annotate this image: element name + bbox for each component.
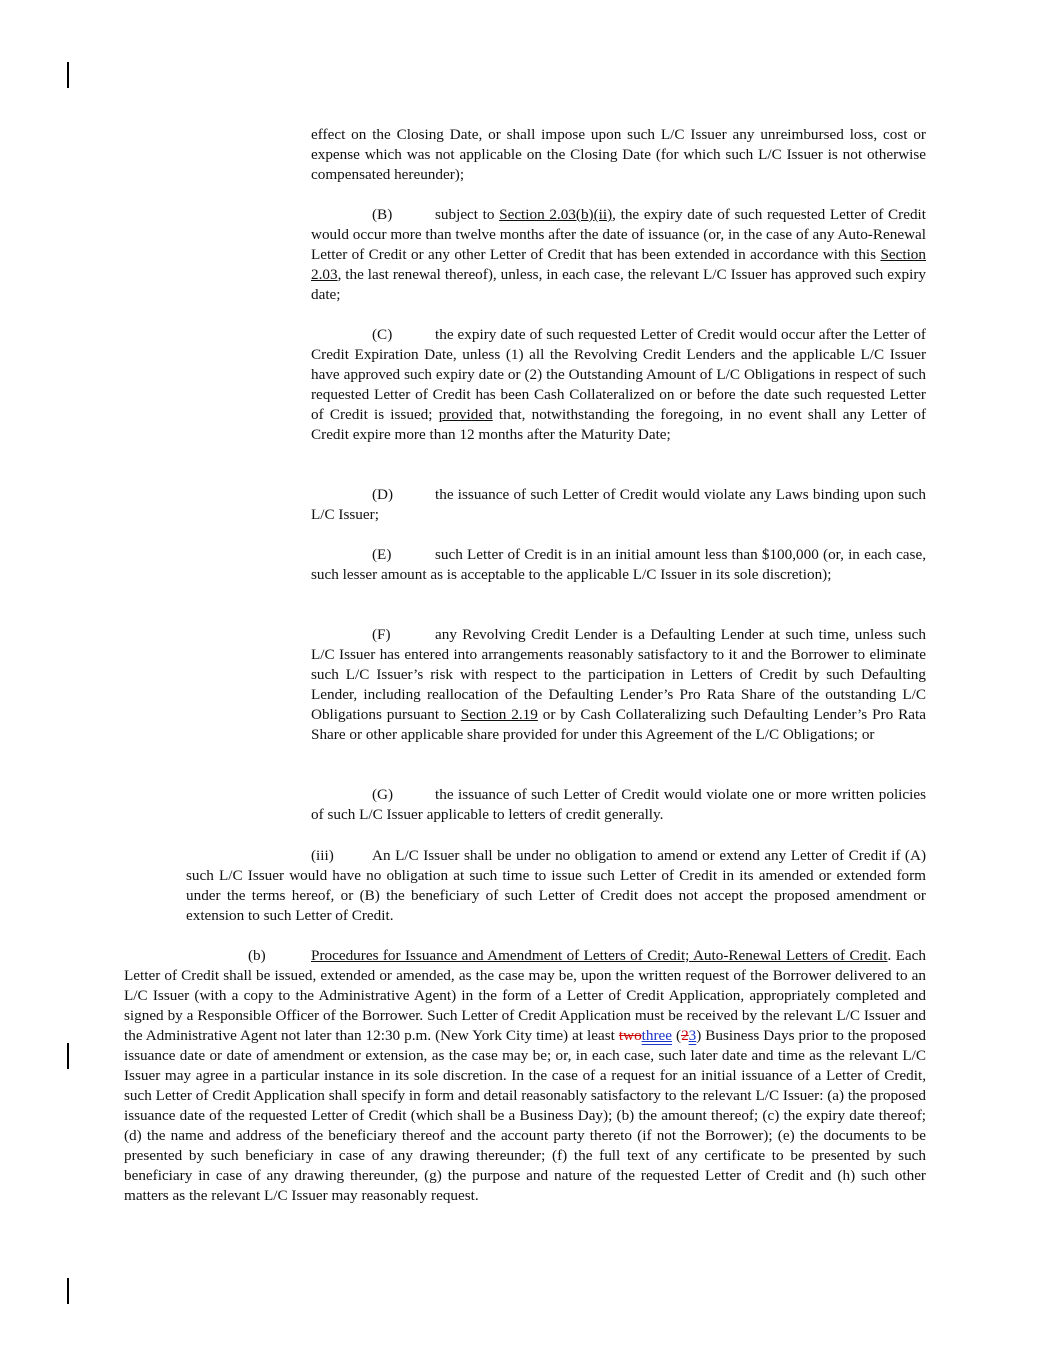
paragraph-label: (G) — [372, 786, 394, 803]
paragraph-text: such Letter of Credit is in an initial amount less than $100,000 (or, in each case, such lesser amount as is acceptable to the applicable L/C Issuer in its sole discretion); — [311, 546, 926, 583]
paragraph-b — [124, 946, 926, 1206]
paragraph-text: , the expiry date of such requested Letter of Credit would occur more than twelve months after the date of issuance (or, in the case of any Auto-Renewal Letter of Credit or any other Letter of Credit that has been extended in accordance with this — [311, 206, 926, 263]
paragraph-label: (F) — [372, 626, 391, 643]
paragraph-label: (B) — [372, 206, 393, 223]
deleted-text: two — [618, 1027, 642, 1044]
paragraph-E — [311, 545, 926, 585]
provided-term: provided — [438, 406, 493, 423]
paragraph-label: (E) — [372, 546, 392, 563]
paragraph-text: the issuance of such Letter of Credit would violate any Laws binding upon such L/C Issuer; — [311, 486, 926, 523]
paragraph-B — [311, 205, 926, 305]
paragraph-text: the issuance of such Letter of Credit would violate one or more written policies of such L/C Issuer applicable to letters of credit generally. — [311, 786, 926, 823]
paragraph-text: ) Business Days prior to the proposed issuance date or date of amendment or extension, as the case may be; or, in each case, such later date and time as the relevant L/C Issuer may agree in a particular instance in its sole discretion. In the case of a request for an initial issuance of a Letter of Credit, such Letter of Credit Application shall specify in form and detail reasonably satisfactory to the relevant L/C Issuer: (a) the proposed issuance date of the requested Letter of Credit (which shall be a Business Day); (b) the amount thereof; (c) the expiry date thereof; (d) the name and address of the beneficiary thereof and the account party thereto (if not the Borrower); (e) the documents to be presented by such beneficiary in case of any drawing thereunder; (f) the full text of any certificate to be presented by such beneficiary in case of any drawing thereunder, (g) the purpose and nature of the requested Letter of Credit and (h) such other matters as the relevant L/C Issuer may reasonably request. — [124, 1027, 926, 1204]
paragraph-D — [311, 485, 926, 525]
inserted-text: three — [641, 1027, 673, 1044]
paragraph-label: (iii) — [311, 847, 334, 864]
paragraph-text: that, notwithstanding the foregoing, in no event shall any Letter of Credit expire more than 12 months after the Maturity Date; — [311, 406, 926, 443]
paragraph-C — [311, 325, 926, 445]
paragraph-iii — [186, 846, 926, 926]
paragraph-text: ( — [672, 1027, 682, 1044]
section-reference: Section 2.19 — [460, 706, 538, 723]
deleted-text: 2 — [681, 1027, 689, 1044]
paragraph-F — [311, 625, 926, 745]
paragraph-text: effect on the Closing Date, or shall impose upon such L/C Issuer any unreimbursed loss, cost or expense which was not applicable on the Closing Date (for which such L/C Issuer is not otherwise compensated hereunder); — [311, 126, 926, 183]
change-bar — [67, 62, 69, 88]
paragraph-label: (b) — [248, 947, 266, 964]
paragraph-text: , the last renewal thereof), unless, in each case, the relevant L/C Issuer has approved such expiry date; — [311, 266, 926, 303]
paragraph-label: (D) — [372, 486, 394, 503]
paragraph-text: subject to — [435, 206, 500, 223]
inserted-text: 3 — [688, 1027, 697, 1044]
paragraph-text: An L/C Issuer shall be under no obligation to amend or extend any Letter of Credit if (A) such L/C Issuer would have no obligation at such time to issue such Letter of Credit in its amended or extended form under the terms hereof, or (B) the beneficiary of such Letter of Credit does not accept the proposed amendment or extension to such Letter of Credit. — [186, 847, 926, 924]
paragraph-text: the expiry date of such requested Letter of Credit would occur after the Letter of Credit Expiration Date, unless (1) all the Revolving Credit Lenders and the applicable L/C Issuer have approved such expiry date or (2) the Outstanding Amount of L/C Obligations in respect of such requested Letter of Credit has been Cash Collateralized on or before the date such requested Letter of Credit is issued; — [311, 326, 926, 423]
section-reference: Section 2.03(b)(ii) — [499, 206, 613, 223]
paragraph-text: any Revolving Credit Lender is a Defaulting Lender at such time, unless such L/C Issuer has entered into arrangements reasonably satisfactory to it and the Borrower to eliminate such L/C Issuer’s risk with respect to the participation in Letters of Credit by such Defaulting Lender, including reallocation of the Defaulting Lender’s Pro Rata Share of the outstanding L/C Obligations pursuant to — [311, 626, 926, 723]
section-heading: Procedures for Issuance and Amendment of Letters of Credit; Auto-Renewal Letters of Credit — [311, 947, 888, 964]
paragraph-label: (C) — [372, 326, 393, 343]
paragraph-text: or by Cash Collateralizing such Defaulting Lender’s Pro Rata Share or other applicable share provided for under this Agreement of the L/C Obligations; or — [311, 706, 926, 743]
paragraph-text: . Each Letter of Credit shall be issued, extended or amended, as the case may be, upon the written request of the Borrower delivered to an L/C Issuer (with a copy to the Administrative Agent) in the form of a Letter of Credit Application, appropriately completed and signed by a Responsible Officer of the Borrower. Such Letter of Credit Application must be received by the relevant L/C Issuer and the Administrative Agent not later than 12:30 p.m. (New York City time) at least — [124, 947, 927, 1044]
section-reference: Section 2.03 — [311, 246, 926, 283]
paragraph-G — [311, 785, 926, 825]
paragraph-a-continuation — [311, 125, 926, 185]
change-bar — [67, 1278, 69, 1304]
change-bar — [67, 1043, 69, 1069]
